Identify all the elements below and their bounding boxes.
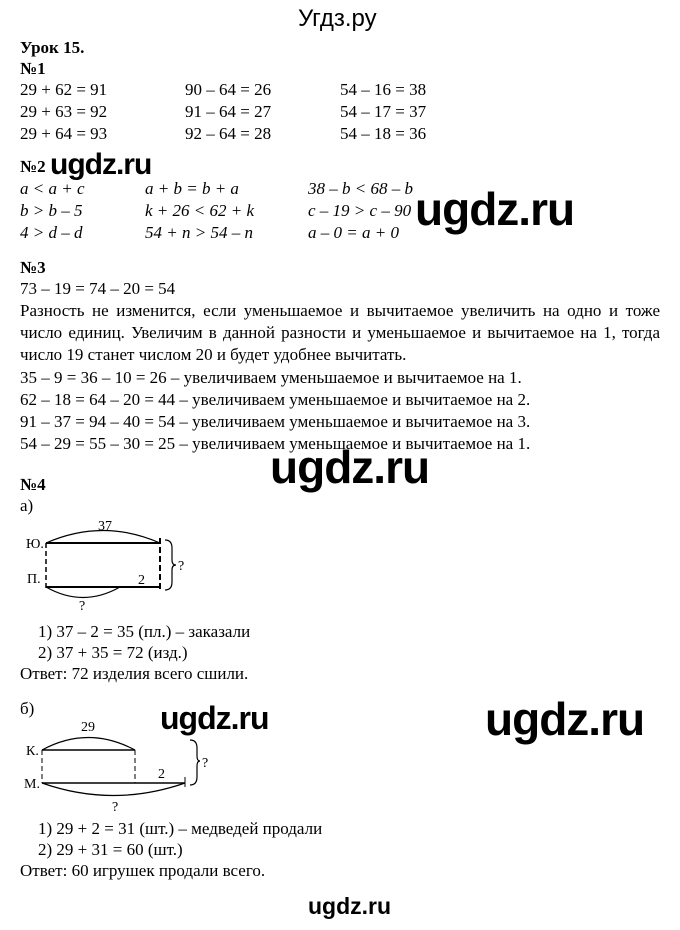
site-title: Угдз.ру: [298, 5, 377, 32]
footer-watermark: ugdz.ru: [308, 893, 392, 919]
task4a-step: 2) 37 + 35 = 72 (изд.): [38, 643, 188, 662]
task1-item: 92 – 64 = 28: [185, 124, 272, 143]
task2-item: b > b – 5: [20, 201, 83, 220]
value-diff: 2: [158, 767, 165, 782]
value-total: ?: [178, 559, 185, 574]
value-top: 29: [81, 720, 95, 735]
watermark: ugdz.ru: [50, 148, 152, 181]
task2-item: 38 – b < 68 – b: [308, 179, 413, 198]
task1-item: 54 – 18 = 36: [340, 124, 427, 143]
task4b-label: б): [20, 699, 35, 718]
task3-line: 73 – 19 = 74 – 20 = 54: [20, 279, 176, 298]
value-bottom: ?: [112, 800, 119, 815]
task2-item: c – 19 > c – 90: [308, 201, 412, 220]
task1-item: 29 + 63 = 92: [20, 102, 108, 121]
task3-line: 35 – 9 = 36 – 10 = 26 – увеличиваем уменьшаемое и вычитаемое на 1.: [20, 368, 522, 387]
task2-item: 4 > d – d: [20, 223, 83, 242]
task4a-answer: Ответ: 72 изделия всего сшили.: [20, 664, 249, 683]
task4b-step: 2) 29 + 31 = 60 (шт.): [38, 840, 183, 859]
task1-item: 54 – 17 = 37: [340, 102, 427, 121]
task3-line: 54 – 29 = 55 – 30 = 25 – увеличиваем уменьшаемое и вычитаемое на 1.: [20, 434, 531, 453]
task3-label: №3: [20, 258, 46, 277]
task4-label: №4: [20, 475, 46, 494]
task1-item: 29 + 62 = 91: [20, 80, 108, 99]
task1-item: 90 – 64 = 26: [185, 80, 272, 99]
value-total: ?: [202, 756, 209, 771]
task2-label: №2: [20, 157, 46, 176]
label-top: Ю.: [26, 537, 44, 552]
value-diff: 2: [138, 573, 145, 588]
task3-line: 91 – 37 = 94 – 40 = 54 – увеличиваем уменьшаемое и вычитаемое на 3.: [20, 412, 531, 431]
diagram-a: [46, 531, 176, 598]
lesson-title: Урок 15.: [20, 38, 85, 57]
task1-item: 91 – 64 = 27: [185, 102, 272, 121]
task4b-step: 1) 29 + 2 = 31 (шт.) – медведей продали: [38, 819, 323, 838]
task2-item: k + 26 < 62 + k: [145, 201, 255, 220]
task1-label: №1: [20, 59, 46, 78]
task3-line: 62 – 18 = 64 – 20 = 44 – увеличиваем уменьшаемое и вычитаемое на 2.: [20, 390, 531, 409]
watermark: ugdz.ru: [160, 700, 269, 736]
label-bottom: М.: [24, 777, 40, 792]
task3-paragraph: Разность не изменится, если уменьшаемое и вычитаемое увеличить на одно и тоже число единиц. Увеличим в данной разности и уменьшаемое и вычитаемое на 1, тогда число 19 станет числом 20 и будет удобнее вычитать.: [20, 301, 660, 364]
task4a-step: 1) 37 – 2 = 35 (пл.) – заказали: [38, 622, 251, 641]
watermark: ugdz.ru: [415, 183, 575, 235]
task2-item: 54 + n > 54 – n: [145, 223, 253, 242]
value-top: 37: [98, 519, 112, 534]
diagram-b: [42, 738, 200, 796]
task2-item: a + b = b + a: [145, 179, 239, 198]
task4a-label: а): [20, 496, 34, 515]
value-bottom: ?: [79, 599, 86, 614]
task1-item: 29 + 64 = 93: [20, 124, 108, 143]
label-bottom: П.: [27, 572, 41, 587]
label-top: К.: [26, 744, 39, 759]
watermark: ugdz.ru: [270, 441, 430, 493]
task4b-answer: Ответ: 60 игрушек продали всего.: [20, 861, 266, 880]
task2-item: a < a + c: [20, 179, 85, 198]
task2-item: a – 0 = a + 0: [308, 223, 399, 242]
watermark: ugdz.ru: [485, 693, 645, 745]
task1-item: 54 – 16 = 38: [340, 80, 427, 99]
